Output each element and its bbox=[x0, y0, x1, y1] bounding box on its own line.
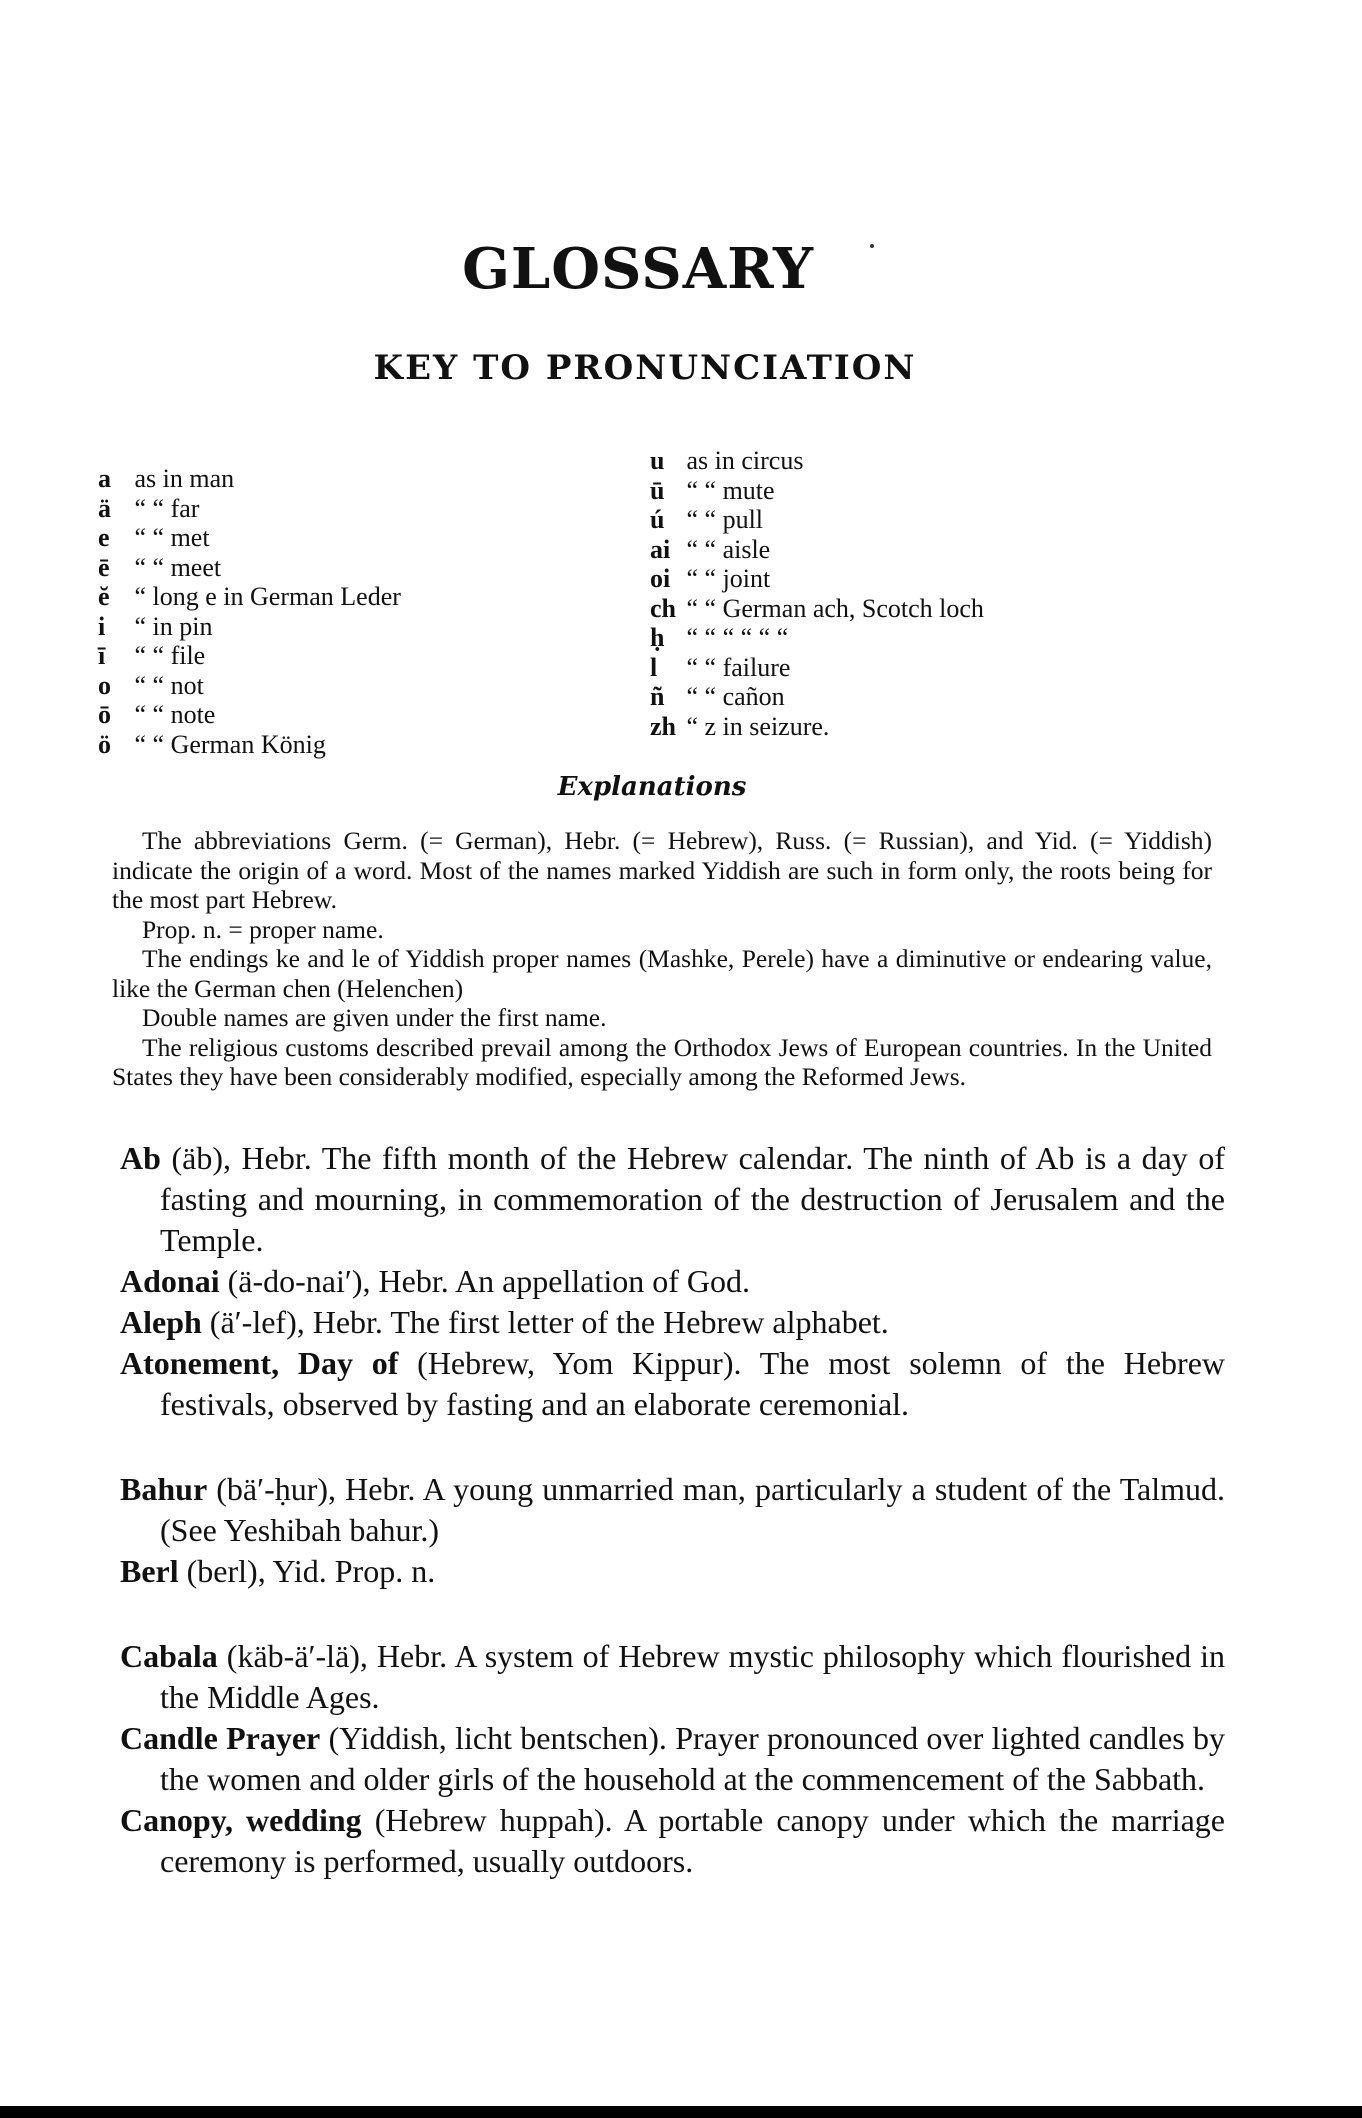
key-row: ä “ “ far bbox=[98, 493, 200, 523]
glossary-entry bbox=[120, 1636, 1225, 1718]
explanation-paragraph: Prop. n. = proper name. bbox=[142, 914, 384, 944]
glossary-entry bbox=[120, 1718, 1225, 1800]
key-row: ch “ “ German ach, Scotch loch bbox=[650, 593, 984, 623]
entry-definition: (Hebrew, Yom Kippur). The most solemn of the Hebrew festivals, observed by fasting and an elaborate ceremonial. bbox=[160, 1345, 1226, 1422]
entry-headword: Bahur bbox=[120, 1471, 208, 1507]
entry-definition: (ä-do-nai′), Hebr. An appellation of God. bbox=[219, 1263, 750, 1299]
key-row: ū “ “ mute bbox=[650, 475, 775, 505]
scan-edge-bar bbox=[0, 2106, 1362, 2118]
explanation-paragraph: The endings ke and le of Yiddish proper names (Mashke, Perele) have a diminutive or endearing value, like the German chen (Helenchen) bbox=[112, 944, 1212, 1003]
entry-headword: Berl bbox=[120, 1553, 179, 1589]
glossary-entry bbox=[120, 1302, 1225, 1343]
key-row: oi “ “ joint bbox=[650, 564, 771, 593]
glossary-entries bbox=[120, 1138, 1225, 1882]
explanations-block bbox=[112, 826, 1212, 1092]
explanation-paragraph: The religious customs described prevail among the Orthodox Jews of European countries. In the United States they have been considerably modified, especially among the Reformed Jews. bbox=[112, 1032, 1212, 1091]
entry-headword: Canopy, wedding bbox=[120, 1802, 362, 1838]
glossary-entry bbox=[120, 1800, 1225, 1882]
section-subtitle: KEY TO PRONUNCIATION bbox=[373, 348, 917, 388]
glossary-entry bbox=[120, 1343, 1225, 1425]
glossary-entry bbox=[120, 1138, 1225, 1261]
entry-definition: (ä′-lef), Hebr. The first letter of the Hebrew alphabet. bbox=[201, 1304, 889, 1340]
key-row: zh “ z in seizure. bbox=[650, 711, 830, 741]
pronunciation-key-left bbox=[98, 464, 401, 759]
glossary-entry bbox=[120, 1469, 1225, 1551]
section-gap bbox=[120, 1592, 1225, 1636]
section-gap bbox=[120, 1425, 1225, 1469]
key-row: ē “ “ meet bbox=[98, 552, 222, 582]
explanations-heading: Explanations bbox=[557, 772, 747, 802]
glossary-entry bbox=[120, 1261, 1225, 1302]
entry-definition: (bä′-ḥur), Hebr. A young unmarried man, particularly a student of the Talmud. (See Yeshibah bahur.) bbox=[160, 1471, 1225, 1548]
entry-headword: Candle Prayer bbox=[120, 1720, 321, 1756]
key-row: ḥ “ “ “ “ “ “ bbox=[650, 623, 789, 652]
glossary-entry bbox=[120, 1551, 1225, 1592]
key-row: o “ “ not bbox=[98, 670, 204, 700]
entry-definition: (käb-ä′-lä), Hebr. A system of Hebrew mystic philosophy which flourished in the Middle Ages. bbox=[160, 1638, 1225, 1715]
entry-headword: Cabala bbox=[120, 1638, 218, 1674]
pronunciation-key-right bbox=[650, 446, 984, 741]
entry-definition: (Hebrew huppah). A portable canopy under which the marriage ceremony is performed, usually outdoors. bbox=[160, 1802, 1226, 1879]
key-row: ĕ “ long e in German Leder bbox=[98, 582, 401, 611]
entry-definition: (Yiddish, licht bentschen). Prayer pronounced over lighted candles by the women and older girls of the household at the commencement of the Sabbath. bbox=[160, 1720, 1226, 1797]
key-row: ö “ “ German König bbox=[98, 729, 326, 759]
key-row: ō “ “ note bbox=[98, 700, 216, 729]
entry-definition: (berl), Yid. Prop. n. bbox=[178, 1553, 436, 1589]
entry-headword: Aleph bbox=[120, 1304, 202, 1340]
key-row: ī “ “ file bbox=[98, 641, 206, 670]
entry-headword: Atonement, Day of bbox=[120, 1345, 399, 1381]
explanation-paragraph: Double names are given under the first name. bbox=[142, 1003, 607, 1032]
key-row: a as in man bbox=[98, 464, 235, 493]
key-row: ñ “ “ cañon bbox=[650, 682, 785, 711]
key-row: e “ “ met bbox=[98, 523, 210, 552]
entry-headword: Adonai bbox=[120, 1263, 220, 1299]
key-row: ai “ “ aisle bbox=[650, 534, 771, 564]
entry-headword: Ab bbox=[120, 1140, 161, 1176]
entry-definition: (äb), Hebr. The fifth month of the Hebrew calendar. The ninth of Ab is a day of fasting and mourning, in commemoration of the destruction of Jerusalem and the Temple. bbox=[160, 1140, 1225, 1258]
key-row: i “ in pin bbox=[98, 611, 213, 641]
explanation-paragraph: The abbreviations Germ. (= German), Hebr. (= Hebrew), Russ. (= Russian), and Yid. (= Yiddish) indicate the origin of a word. Most of the names marked Yiddish are such in form only, the roots being for the most part Hebrew. bbox=[112, 826, 1212, 914]
page-title: GLOSSARY bbox=[462, 236, 814, 302]
key-row: u as in circus bbox=[650, 446, 804, 475]
key-row: l “ “ failure bbox=[650, 652, 791, 682]
key-row: ú “ “ pull bbox=[650, 505, 764, 534]
print-speck bbox=[870, 244, 874, 248]
